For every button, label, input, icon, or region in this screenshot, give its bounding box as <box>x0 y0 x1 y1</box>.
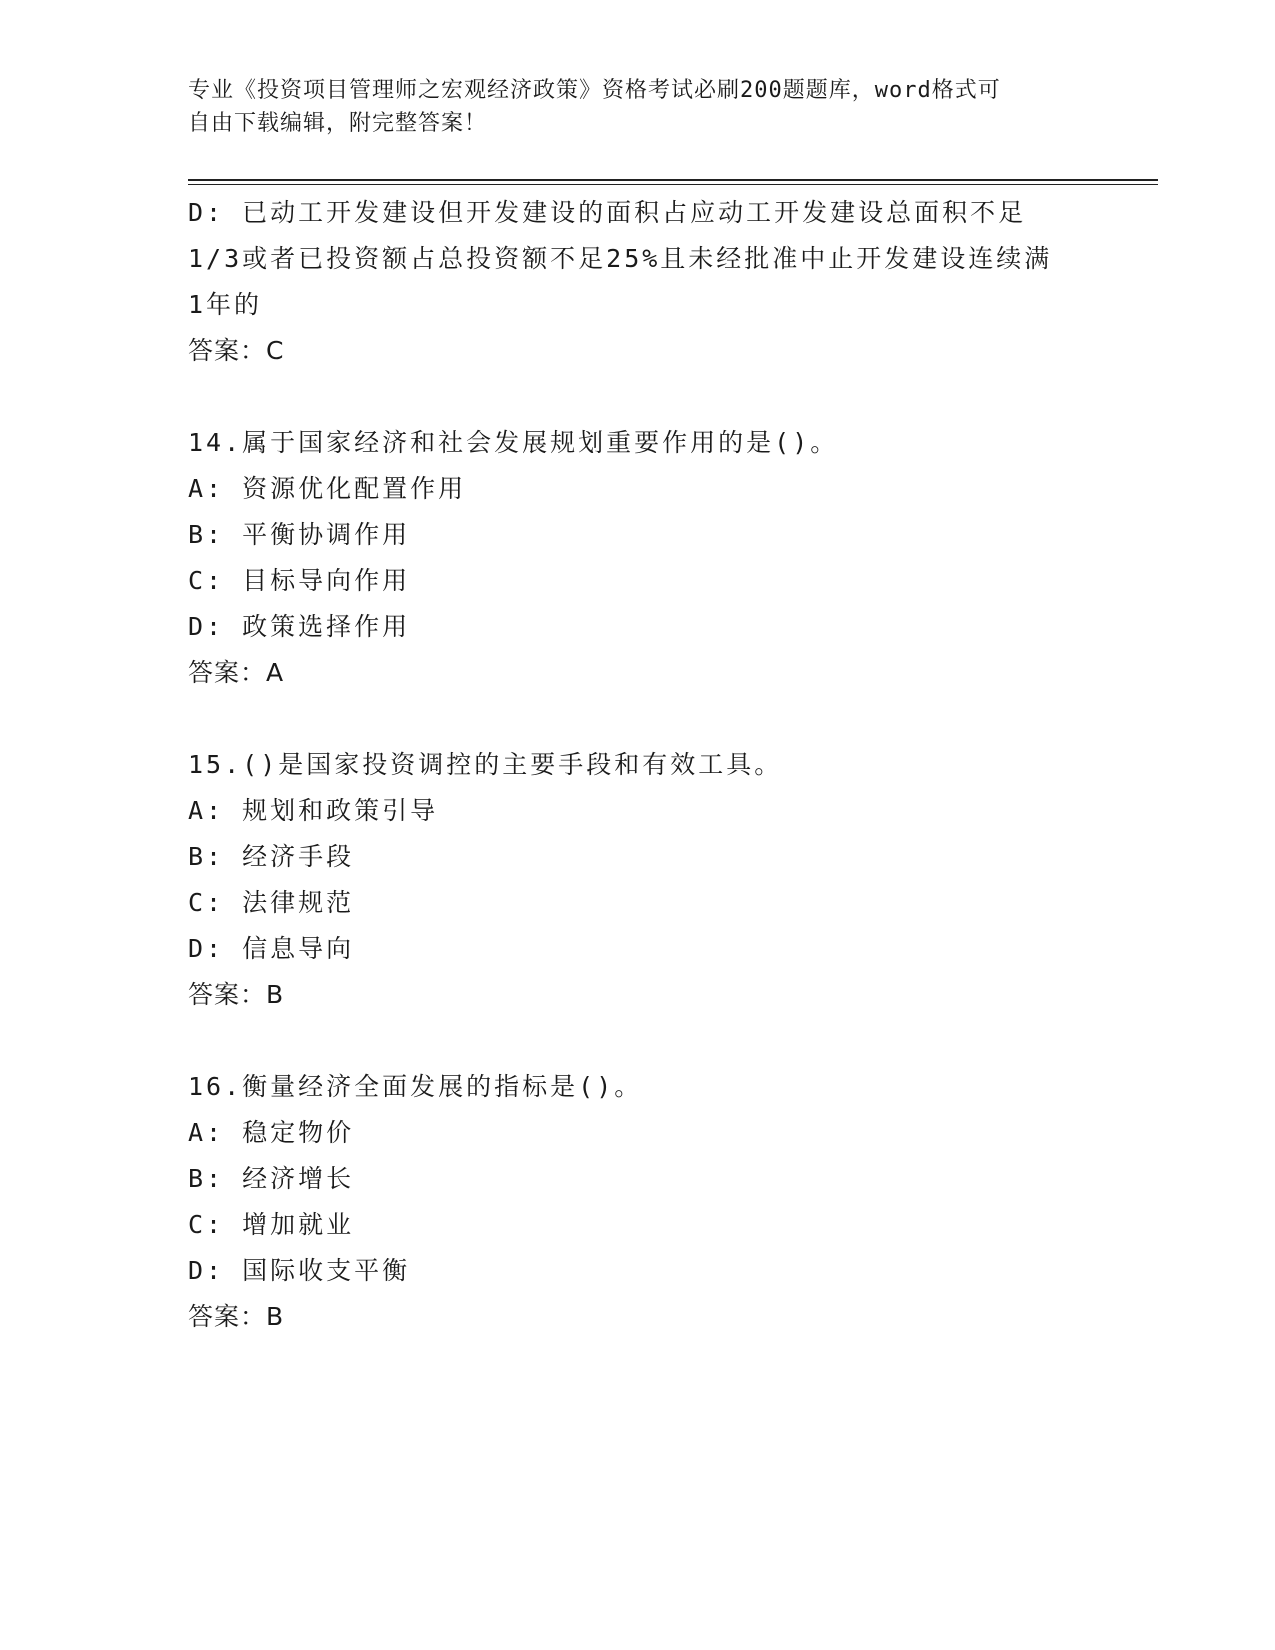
question-text: 14.属于国家经济和社会发展规划重要作用的是()。 <box>188 428 839 457</box>
question-16 <box>188 1064 1088 1340</box>
option-d: D: 已动工开发建设但开发建设的面积占应动工开发建设总面积不足 <box>188 198 1027 227</box>
option-b: B: 经济手段 <box>188 842 355 871</box>
answer: 答案：B <box>188 980 285 1009</box>
spacer <box>188 696 1088 742</box>
question-13-tail <box>188 190 1088 374</box>
option-c: C: 目标导向作用 <box>188 566 411 595</box>
option-d-continued: 1年的 <box>188 290 263 319</box>
option-a: A: 规划和政策引导 <box>188 796 439 825</box>
header-line-1: 专业《投资项目管理师之宏观经济政策》资格考试必刷200题题库，word格式可 <box>188 78 1001 103</box>
option-d: D: 政策选择作用 <box>188 612 411 641</box>
option-b: B: 经济增长 <box>188 1164 355 1193</box>
header-line-2: 自由下载编辑，附完整答案！ <box>188 111 488 136</box>
option-d: D: 国际收支平衡 <box>188 1256 411 1285</box>
header-divider-thick <box>188 179 1158 181</box>
question-list <box>188 190 1088 1340</box>
option-d: D: 信息导向 <box>188 934 355 963</box>
answer: 答案：B <box>188 1302 285 1331</box>
answer: 答案：C <box>188 336 285 365</box>
question-text: 16.衡量经济全面发展的指标是()。 <box>188 1072 643 1101</box>
option-a: A: 资源优化配置作用 <box>188 474 467 503</box>
option-c: C: 法律规范 <box>188 888 355 917</box>
option-c: C: 增加就业 <box>188 1210 355 1239</box>
option-b: B: 平衡协调作用 <box>188 520 411 549</box>
question-15 <box>188 742 1088 1018</box>
option-a: A: 稳定物价 <box>188 1118 355 1147</box>
spacer <box>188 374 1088 420</box>
option-d-continued: 1/3或者已投资额占总投资额不足25%且未经批准中止开发建设连续满 <box>188 244 1053 273</box>
question-14 <box>188 420 1088 696</box>
spacer <box>188 1018 1088 1064</box>
answer: 答案：A <box>188 658 285 687</box>
question-text: 15.()是国家投资调控的主要手段和有效工具。 <box>188 750 783 779</box>
header-divider-thin <box>188 184 1158 185</box>
document-header <box>188 74 1088 140</box>
